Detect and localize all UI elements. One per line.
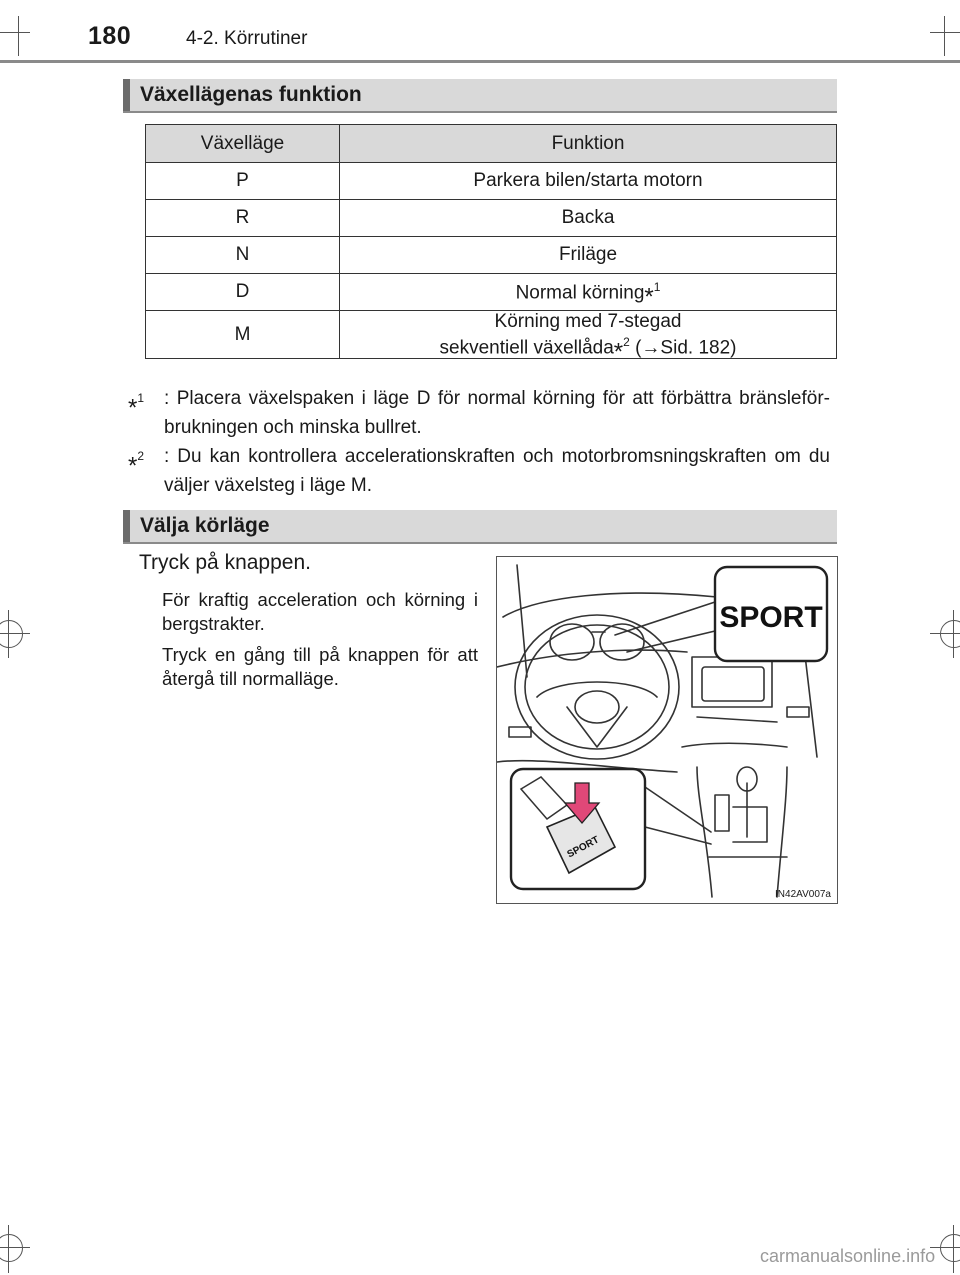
chapter-title: 4-2. Körrutiner bbox=[186, 28, 308, 49]
page-number: 180 bbox=[88, 22, 132, 50]
figure-id: IN42AV007a bbox=[775, 889, 831, 900]
table-row bbox=[146, 274, 837, 311]
gear-function-cell: Parkera bilen/starta motorn bbox=[340, 163, 837, 200]
gear-position-cell: R bbox=[146, 200, 340, 237]
gear-function-line: sekventiell växellåda bbox=[439, 337, 614, 359]
footnote-star: * bbox=[644, 283, 654, 311]
gear-position-cell: D bbox=[146, 274, 340, 311]
gear-function-line: Körning med 7-stegad bbox=[494, 311, 682, 332]
footnote-star: * bbox=[128, 452, 138, 480]
dashboard-drawing bbox=[497, 557, 837, 903]
gear-position-table bbox=[145, 124, 837, 366]
paragraph: Tryck en gång till på knappen för att återgå till normalläge. bbox=[162, 644, 478, 689]
section-accent bbox=[123, 510, 130, 542]
footnote-ref: 1 bbox=[653, 279, 661, 294]
footnote-ref: 2 bbox=[623, 335, 630, 349]
table-row bbox=[146, 237, 837, 274]
table-header-cell: Funktion bbox=[340, 125, 837, 163]
section-accent bbox=[123, 79, 130, 111]
gear-position-cell: P bbox=[146, 163, 340, 200]
section-heading-drive-mode bbox=[123, 510, 837, 544]
page-header bbox=[0, 0, 960, 66]
gear-function-cell: Backa bbox=[340, 200, 837, 237]
gear-function-cell bbox=[340, 274, 837, 311]
header-rule bbox=[0, 60, 960, 63]
footnote-2 bbox=[128, 442, 830, 500]
footnote-number: 2 bbox=[137, 449, 145, 463]
footnote-marker bbox=[128, 384, 145, 422]
page-reference-link[interactable]: Sid. 182) bbox=[660, 337, 737, 359]
footnote-text: : Placera växelspaken i läge D för normal körning för att förbättra bränsleför-brukningen och minska bullret. bbox=[164, 388, 830, 438]
table-header-row bbox=[146, 125, 837, 163]
instruction-text: Tryck på knappen. bbox=[139, 551, 311, 574]
footnote-star: * bbox=[128, 394, 138, 422]
table-row bbox=[146, 163, 837, 200]
footnote-marker bbox=[128, 442, 145, 480]
dashboard-illustration bbox=[496, 556, 838, 904]
table-row bbox=[146, 311, 837, 359]
footnote-number: 1 bbox=[137, 391, 145, 405]
gear-position-cell: N bbox=[146, 237, 340, 274]
gear-function-cell: Körning med 7-stegad sekventiell växellåda*$^2$ (→Sid. 182) bbox=[340, 311, 837, 359]
section-title: Växellägenas funktion bbox=[140, 83, 362, 106]
footnote-star: * bbox=[613, 338, 624, 366]
footnote-text: : Du kan kontrollera accelerationskraften och motorbromsningskraften om du väljer växelsteg i läge M. bbox=[164, 446, 830, 496]
footnote-1 bbox=[128, 384, 830, 442]
arrow-icon: → bbox=[641, 337, 661, 359]
sport-button-label: SPORT bbox=[565, 834, 602, 861]
table-header-cell: Växelläge bbox=[146, 125, 340, 163]
gear-function-text: Normal körning bbox=[515, 282, 645, 304]
paragraph: För kraftig acceleration och körning i bergstrakter. bbox=[162, 589, 478, 634]
gear-position-cell: M bbox=[146, 311, 340, 359]
watermark: carmanualsonline.info bbox=[760, 1246, 936, 1266]
section-title: Välja körläge bbox=[140, 514, 270, 537]
gear-function-cell: Friläge bbox=[340, 237, 837, 274]
section-heading-gear-functions bbox=[123, 79, 837, 113]
sport-callout-label: SPORT bbox=[719, 601, 823, 634]
table-row bbox=[146, 200, 837, 237]
